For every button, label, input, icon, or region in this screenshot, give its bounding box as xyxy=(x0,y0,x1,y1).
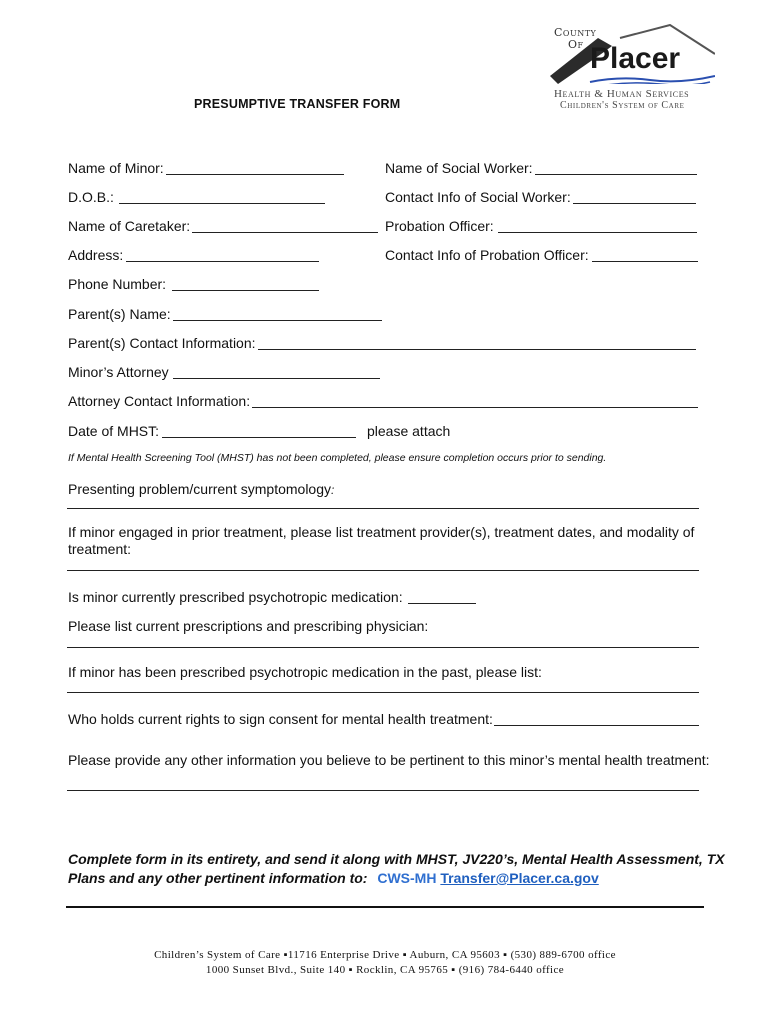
prior-treatment-label-line1: If minor engaged in prior treatment, please list treatment provider(s), treatment dates, and modality of xyxy=(68,524,695,540)
date-mhst-field[interactable] xyxy=(162,437,356,438)
parents-contact-label: Parent(s) Contact Information: xyxy=(68,335,256,351)
presenting-problem-text: Presenting problem/current symptomology xyxy=(68,481,332,497)
logo-of-text: Of xyxy=(568,38,584,51)
instructions-line1: Complete form in its entirety, and send it along with MHST, JV220’s, Mental Health Assessment, TX xyxy=(68,851,725,867)
rights-consent-label: Who holds current rights to sign consent for mental health treatment: xyxy=(68,711,493,727)
minors-attorney-field[interactable] xyxy=(173,378,380,379)
contact-social-worker-label: Contact Info of Social Worker: xyxy=(385,189,571,205)
social-worker-label: Name of Social Worker: xyxy=(385,160,533,176)
contact-probation-officer-label: Contact Info of Probation Officer: xyxy=(385,247,589,263)
other-info-label: Please provide any other information you believe to be pertinent to this minor’s mental health treatment: xyxy=(68,752,710,768)
logo-csoc-text: Children's System of Care xyxy=(560,100,685,111)
name-of-minor-field[interactable] xyxy=(166,174,344,175)
caretaker-field[interactable] xyxy=(192,232,378,233)
instructions-line2 xyxy=(68,870,599,886)
contact-probation-officer-field[interactable] xyxy=(592,261,698,262)
contact-social-worker-field[interactable] xyxy=(573,203,696,204)
psychotropic-past-label: If minor has been prescribed psychotropic medication in the past, please list: xyxy=(68,664,542,680)
psychotropic-current-field[interactable] xyxy=(408,603,476,604)
minors-attorney-label: Minor’s Attorney xyxy=(68,364,169,380)
presenting-colon: : xyxy=(331,483,335,497)
phone-field[interactable] xyxy=(172,290,319,291)
parents-name-field[interactable] xyxy=(173,320,382,321)
presenting-problem-field[interactable] xyxy=(67,508,699,509)
date-mhst-label: Date of MHST: xyxy=(68,423,160,439)
please-attach-text: please attach xyxy=(367,423,451,439)
dob-field[interactable] xyxy=(119,203,325,204)
probation-officer-field[interactable] xyxy=(498,232,697,233)
probation-officer-label: Probation Officer: xyxy=(385,218,494,234)
logo-county-text: County xyxy=(554,26,597,39)
social-worker-field[interactable] xyxy=(535,174,697,175)
rights-consent-field[interactable] xyxy=(494,725,699,726)
recipient-text: CWS-MH xyxy=(377,870,437,886)
parents-contact-field[interactable] xyxy=(258,349,696,350)
prior-treatment-field[interactable] xyxy=(67,570,699,571)
dob-label: D.O.B.: xyxy=(68,189,114,205)
psychotropic-current-label: Is minor currently prescribed psychotropic medication: xyxy=(68,589,403,605)
phone-label: Phone Number: xyxy=(68,276,167,292)
footer-address-line1: Children’s System of Care ▪11716 Enterprise Drive ▪ Auburn, CA 95603 ▪ (530) 889-6700 office xyxy=(154,949,616,961)
name-of-minor-label: Name of Minor: xyxy=(68,160,164,176)
other-info-field[interactable] xyxy=(67,790,699,791)
footer-address-line2: 1000 Sunset Blvd., Suite 140 ▪ Rocklin, CA 95765 ▪ (916) 784-6440 office xyxy=(205,964,565,976)
logo-hhs-text: Health & Human Services xyxy=(554,88,690,100)
caretaker-label: Name of Caretaker: xyxy=(68,218,191,234)
logo-placer-text: Placer xyxy=(590,42,681,75)
attorney-contact-label: Attorney Contact Information: xyxy=(68,393,251,409)
page-title: PRESUMPTIVE TRANSFER FORM xyxy=(194,97,401,111)
list-prescriptions-label: Please list current prescriptions and prescribing physician: xyxy=(68,618,429,634)
prior-treatment-label-line2: treatment: xyxy=(68,541,132,557)
address-label: Address: xyxy=(68,247,124,263)
presenting-problem-label xyxy=(68,481,334,497)
attorney-contact-field[interactable] xyxy=(252,407,698,408)
footer-divider xyxy=(66,906,704,908)
email-link[interactable]: Transfer@Placer.ca.gov xyxy=(440,870,599,886)
instructions-line2-text: Plans and any other pertinent information to: xyxy=(68,870,368,886)
address-field[interactable] xyxy=(126,261,319,262)
county-logo xyxy=(550,24,715,114)
parents-name-label: Parent(s) Name: xyxy=(68,306,171,322)
list-prescriptions-field[interactable] xyxy=(67,647,699,648)
mhst-note: If Mental Health Screening Tool (MHST) has not been completed, please ensure completion occurs prior to sending. xyxy=(68,452,607,464)
psychotropic-past-field[interactable] xyxy=(67,692,699,693)
